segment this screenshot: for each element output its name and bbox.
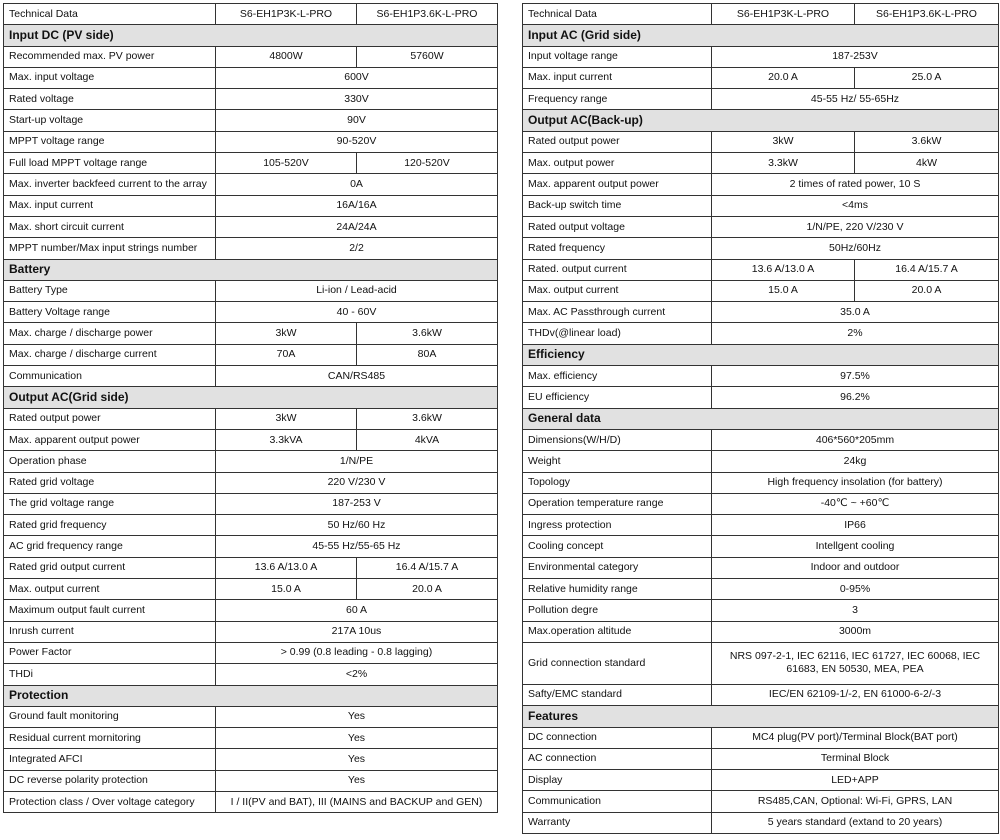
- spec-value-3-6k: 4kW: [855, 153, 999, 174]
- table-row: [4, 579, 498, 600]
- spec-label: Rated grid frequency: [4, 515, 216, 536]
- spec-label: Integrated AFCI: [4, 749, 216, 770]
- spec-value: 60 A: [216, 600, 498, 621]
- spec-label: Environmental category: [523, 557, 712, 578]
- table-row: [4, 67, 498, 88]
- table-header-row: [4, 4, 498, 25]
- table-row: [4, 664, 498, 685]
- spec-value: Yes: [216, 749, 498, 770]
- section-title: Output AC(Back-up): [523, 110, 999, 131]
- section-title: Input AC (Grid side): [523, 25, 999, 46]
- spec-value: 2%: [712, 323, 999, 344]
- table-row: [4, 770, 498, 791]
- column-header: S6-EH1P3K-L-PRO: [712, 4, 855, 25]
- spec-value: IP66: [712, 515, 999, 536]
- spec-value: 187-253 V: [216, 493, 498, 514]
- spec-label: MPPT voltage range: [4, 131, 216, 152]
- spec-label: AC connection: [523, 748, 712, 769]
- table-row: [523, 557, 999, 578]
- spec-value-3k: 105-520V: [216, 153, 357, 174]
- spec-value: 1/N/PE: [216, 451, 498, 472]
- table-row: [523, 812, 999, 833]
- spec-value-3k: 3kW: [216, 323, 357, 344]
- section-header-features: [523, 706, 999, 727]
- spec-label: Max. output current: [523, 280, 712, 301]
- spec-label: THDv(@linear load): [523, 323, 712, 344]
- spec-value: 5 years standard (extand to 20 years): [712, 812, 999, 833]
- spec-label: Frequency range: [523, 89, 712, 110]
- table-row: [4, 515, 498, 536]
- table-row: [523, 727, 999, 748]
- table-row: [523, 67, 999, 88]
- table-row: [4, 174, 498, 195]
- column-header: S6-EH1P3.6K-L-PRO: [357, 4, 498, 25]
- table-row: [4, 642, 498, 663]
- spec-value-3-6k: 3.6kW: [357, 408, 498, 429]
- column-header: Technical Data: [523, 4, 712, 25]
- spec-value: 90V: [216, 110, 498, 131]
- spec-value-3k: 3kW: [712, 131, 855, 152]
- spec-label: Communication: [4, 366, 216, 387]
- table-row: [523, 216, 999, 237]
- spec-label: Max. input current: [523, 67, 712, 88]
- spec-value-3-6k: 25.0 A: [855, 67, 999, 88]
- table-row: [4, 216, 498, 237]
- spec-label: Rated frequency: [523, 238, 712, 259]
- left-spec-table: [3, 3, 498, 813]
- spec-value-3-6k: 4kVA: [357, 429, 498, 450]
- table-row: [4, 280, 498, 301]
- spec-label: Rated voltage: [4, 89, 216, 110]
- spec-label: The grid voltage range: [4, 493, 216, 514]
- table-row: [523, 684, 999, 705]
- section-title: General data: [523, 408, 999, 429]
- spec-label: Rated grid voltage: [4, 472, 216, 493]
- spec-value: Yes: [216, 728, 498, 749]
- column-header: Technical Data: [4, 4, 216, 25]
- table-row: [523, 472, 999, 493]
- spec-label: Full load MPPT voltage range: [4, 153, 216, 174]
- table-row: [4, 408, 498, 429]
- spec-label: Residual current mornitoring: [4, 728, 216, 749]
- table-row: [4, 110, 498, 131]
- table-row: [523, 791, 999, 812]
- spec-value-3k: 15.0 A: [712, 280, 855, 301]
- table-row: [523, 451, 999, 472]
- table-row: [523, 195, 999, 216]
- spec-label: MPPT number/Max input strings number: [4, 238, 216, 259]
- table-row: [523, 46, 999, 67]
- table-row: [4, 706, 498, 727]
- spec-value: 217A 10us: [216, 621, 498, 642]
- spec-value: High frequency insolation (for battery): [712, 472, 999, 493]
- spec-value: 600V: [216, 67, 498, 88]
- table-row: [523, 515, 999, 536]
- spec-value-3-6k: 16.4 A/15.7 A: [855, 259, 999, 280]
- spec-value-3k: 3.3kW: [712, 153, 855, 174]
- spec-value: 1/N/PE, 220 V/230 V: [712, 216, 999, 237]
- spec-value-3k: 20.0 A: [712, 67, 855, 88]
- table-row: [4, 621, 498, 642]
- spec-value: 96.2%: [712, 387, 999, 408]
- spec-value: Indoor and outdoor: [712, 557, 999, 578]
- spec-value: MC4 plug(PV port)/Terminal Block(BAT port): [712, 727, 999, 748]
- spec-value: I / II(PV and BAT), III (MAINS and BACKUP and GEN): [216, 791, 498, 812]
- spec-label: Input voltage range: [523, 46, 712, 67]
- table-row: [4, 557, 498, 578]
- section-title: Battery: [4, 259, 498, 280]
- table-row: [523, 302, 999, 323]
- spec-label: Weight: [523, 451, 712, 472]
- spec-label: Recommended max. PV power: [4, 46, 216, 67]
- spec-label: Cooling concept: [523, 536, 712, 557]
- section-header-battery: [4, 259, 498, 280]
- spec-value: NRS 097-2-1, IEC 62116, IEC 61727, IEC 60068, IEC 61683, EN 50530, MEA, PEA: [712, 642, 999, 684]
- table-row: [4, 600, 498, 621]
- spec-value: 2/2: [216, 238, 498, 259]
- spec-label: Maximum output fault current: [4, 600, 216, 621]
- spec-label: Max. inverter backfeed current to the array: [4, 174, 216, 195]
- spec-label: Relative humidity range: [523, 579, 712, 600]
- table-row: [4, 493, 498, 514]
- spec-value: Yes: [216, 706, 498, 727]
- spec-label: Safty/EMC standard: [523, 684, 712, 705]
- table-row: [523, 429, 999, 450]
- spec-label: Max. apparent output power: [4, 429, 216, 450]
- spec-label: Max. apparent output power: [523, 174, 712, 195]
- section-header-input-dc-pv-side: [4, 25, 498, 46]
- table-row: [523, 238, 999, 259]
- table-row: [523, 323, 999, 344]
- table-row: [4, 46, 498, 67]
- spec-value-3k: 15.0 A: [216, 579, 357, 600]
- spec-value: IEC/EN 62109-1/-2, EN 61000-6-2/-3: [712, 684, 999, 705]
- table-row: [523, 366, 999, 387]
- table-row: [523, 642, 999, 684]
- table-row: [4, 366, 498, 387]
- spec-label: Max. charge / discharge current: [4, 344, 216, 365]
- spec-label: Max. input current: [4, 195, 216, 216]
- spec-label: Max. AC Passthrough current: [523, 302, 712, 323]
- spec-value: -40℃ ~ +60℃: [712, 493, 999, 514]
- spec-value: 24A/24A: [216, 216, 498, 237]
- section-header-protection: [4, 685, 498, 706]
- table-row: [4, 536, 498, 557]
- spec-label: Grid connection standard: [523, 642, 712, 684]
- table-row: [523, 770, 999, 791]
- spec-value-3k: 70A: [216, 344, 357, 365]
- section-title: Protection: [4, 685, 498, 706]
- spec-label: Power Factor: [4, 642, 216, 663]
- table-row: [523, 600, 999, 621]
- section-title: Features: [523, 706, 999, 727]
- spec-value-3-6k: 20.0 A: [855, 280, 999, 301]
- spec-label: EU efficiency: [523, 387, 712, 408]
- table-header-row: [523, 4, 999, 25]
- spec-value: 45-55 Hz/55-65 Hz: [216, 536, 498, 557]
- spec-value: Li-ion / Lead-acid: [216, 280, 498, 301]
- spec-label: Inrush current: [4, 621, 216, 642]
- table-row: [523, 748, 999, 769]
- spec-label: DC connection: [523, 727, 712, 748]
- table-row: [523, 387, 999, 408]
- spec-value: 40 - 60V: [216, 302, 498, 323]
- spec-value: > 0.99 (0.8 leading - 0.8 lagging): [216, 642, 498, 663]
- section-header-output-ac-back-up: [523, 110, 999, 131]
- spec-label: Max. output power: [523, 153, 712, 174]
- spec-value: 330V: [216, 89, 498, 110]
- section-header-general-data: [523, 408, 999, 429]
- table-row: [4, 131, 498, 152]
- spec-value: Terminal Block: [712, 748, 999, 769]
- spec-label: Communication: [523, 791, 712, 812]
- spec-value: 2 times of rated power, 10 S: [712, 174, 999, 195]
- table-row: [523, 536, 999, 557]
- spec-value: 90-520V: [216, 131, 498, 152]
- spec-value: 187-253V: [712, 46, 999, 67]
- right-spec-table: [522, 3, 999, 834]
- table-row: [4, 195, 498, 216]
- spec-value-3k: 3kW: [216, 408, 357, 429]
- spec-value-3-6k: 120-520V: [357, 153, 498, 174]
- spec-label: Warranty: [523, 812, 712, 833]
- spec-value: 97.5%: [712, 366, 999, 387]
- spec-label: Rated output power: [523, 131, 712, 152]
- spec-label: Topology: [523, 472, 712, 493]
- table-row: [4, 728, 498, 749]
- section-header-input-ac-grid-side: [523, 25, 999, 46]
- spec-value: 50Hz/60Hz: [712, 238, 999, 259]
- spec-label: Start-up voltage: [4, 110, 216, 131]
- spec-value: Yes: [216, 770, 498, 791]
- table-row: [523, 621, 999, 642]
- spec-value-3-6k: 20.0 A: [357, 579, 498, 600]
- spec-label: Max. short circuit current: [4, 216, 216, 237]
- spec-label: Pollution degre: [523, 600, 712, 621]
- spec-value: 45-55 Hz/ 55-65Hz: [712, 89, 999, 110]
- spec-label: Display: [523, 770, 712, 791]
- table-row: [523, 131, 999, 152]
- table-row: [4, 749, 498, 770]
- spec-value-3-6k: 3.6kW: [357, 323, 498, 344]
- table-row: [4, 472, 498, 493]
- spec-label: Max.operation altitude: [523, 621, 712, 642]
- spec-value-3k: 13.6 A/13.0 A: [712, 259, 855, 280]
- spec-value-3k: 13.6 A/13.0 A: [216, 557, 357, 578]
- section-title: Input DC (PV side): [4, 25, 498, 46]
- spec-label: Battery Type: [4, 280, 216, 301]
- spec-label: Battery Voltage range: [4, 302, 216, 323]
- spec-label: Operation phase: [4, 451, 216, 472]
- spec-value: RS485,CAN, Optional: Wi-Fi, GPRS, LAN: [712, 791, 999, 812]
- table-row: [523, 493, 999, 514]
- spec-value: CAN/RS485: [216, 366, 498, 387]
- section-title: Efficiency: [523, 344, 999, 365]
- table-row: [4, 791, 498, 812]
- spec-label: Dimensions(W/H/D): [523, 429, 712, 450]
- spec-label: Rated grid output current: [4, 557, 216, 578]
- spec-value-3k: 4800W: [216, 46, 357, 67]
- spec-label: Rated output power: [4, 408, 216, 429]
- table-row: [4, 153, 498, 174]
- spec-value-3-6k: 5760W: [357, 46, 498, 67]
- table-row: [523, 153, 999, 174]
- spec-value: 16A/16A: [216, 195, 498, 216]
- spec-label: Max. efficiency: [523, 366, 712, 387]
- spec-value: <4ms: [712, 195, 999, 216]
- spec-value: 3: [712, 600, 999, 621]
- spec-label: Rated. output current: [523, 259, 712, 280]
- spec-value: 3000m: [712, 621, 999, 642]
- table-row: [4, 89, 498, 110]
- spec-label: Max. charge / discharge power: [4, 323, 216, 344]
- spec-value: 0-95%: [712, 579, 999, 600]
- table-row: [4, 451, 498, 472]
- section-header-output-ac-grid-side: [4, 387, 498, 408]
- spec-value: 220 V/230 V: [216, 472, 498, 493]
- spec-value: 0A: [216, 174, 498, 195]
- spec-label: Max. output current: [4, 579, 216, 600]
- spec-value: 50 Hz/60 Hz: [216, 515, 498, 536]
- table-row: [523, 174, 999, 195]
- section-header-efficiency: [523, 344, 999, 365]
- table-row: [4, 344, 498, 365]
- spec-label: THDi: [4, 664, 216, 685]
- spec-label: AC grid frequency range: [4, 536, 216, 557]
- column-header: S6-EH1P3K-L-PRO: [216, 4, 357, 25]
- spec-label: Rated output voltage: [523, 216, 712, 237]
- spec-value-3-6k: 3.6kW: [855, 131, 999, 152]
- spec-value-3-6k: 16.4 A/15.7 A: [357, 557, 498, 578]
- table-row: [523, 579, 999, 600]
- spec-value: Intellgent cooling: [712, 536, 999, 557]
- table-row: [4, 238, 498, 259]
- spec-value: <2%: [216, 664, 498, 685]
- spec-value: 35.0 A: [712, 302, 999, 323]
- table-row: [523, 89, 999, 110]
- table-row: [523, 280, 999, 301]
- spec-label: Ingress protection: [523, 515, 712, 536]
- section-title: Output AC(Grid side): [4, 387, 498, 408]
- spec-label: Operation temperature range: [523, 493, 712, 514]
- spec-label: Max. input voltage: [4, 67, 216, 88]
- spec-label: Ground fault monitoring: [4, 706, 216, 727]
- table-row: [4, 323, 498, 344]
- spec-label: Back-up switch time: [523, 195, 712, 216]
- spec-value-3-6k: 80A: [357, 344, 498, 365]
- spec-value-3k: 3.3kVA: [216, 429, 357, 450]
- spec-value: 406*560*205mm: [712, 429, 999, 450]
- table-row: [4, 302, 498, 323]
- spec-label: Protection class / Over voltage category: [4, 791, 216, 812]
- spec-value: LED+APP: [712, 770, 999, 791]
- table-row: [523, 259, 999, 280]
- column-header: S6-EH1P3.6K-L-PRO: [855, 4, 999, 25]
- spec-label: DC reverse polarity protection: [4, 770, 216, 791]
- spec-value: 24kg: [712, 451, 999, 472]
- table-row: [4, 429, 498, 450]
